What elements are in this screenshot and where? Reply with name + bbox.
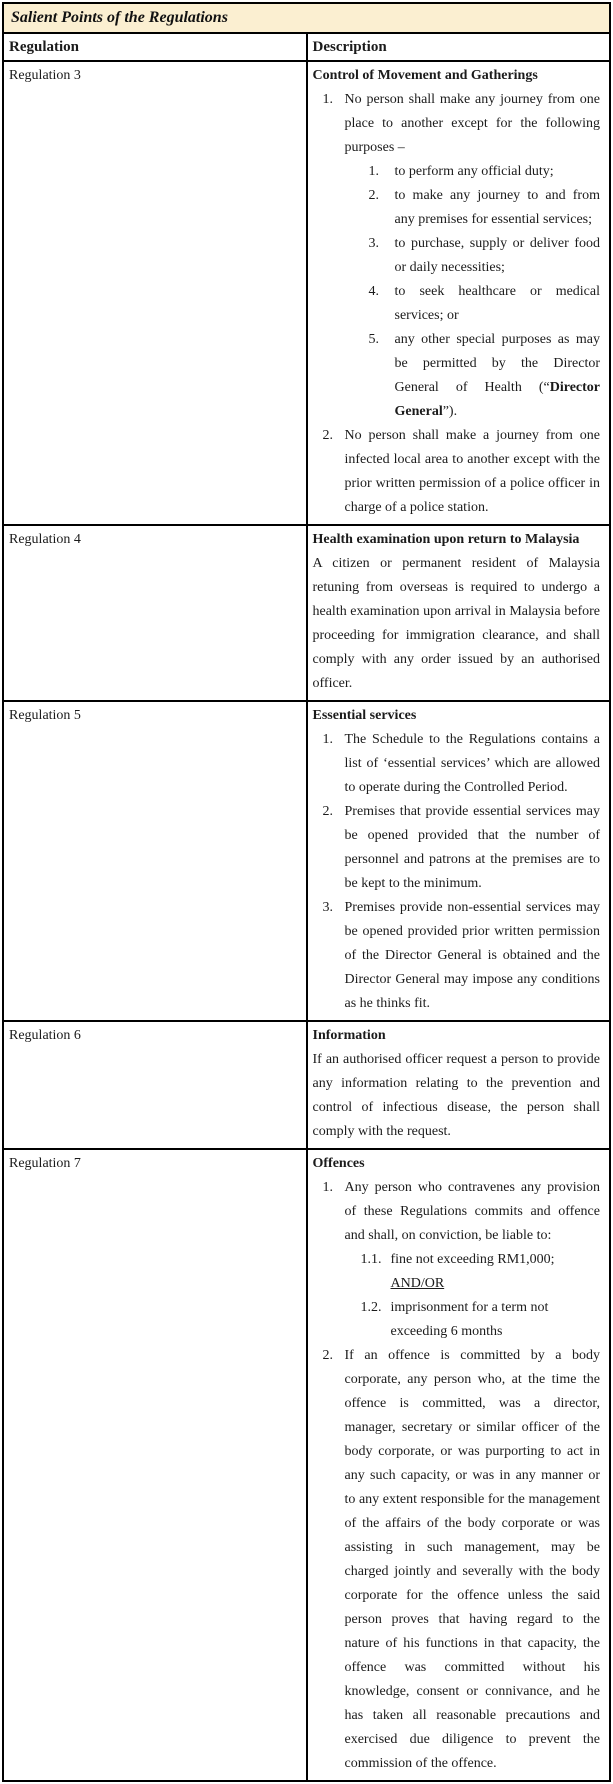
list-item xyxy=(313,1296,601,1344)
list-item xyxy=(313,728,601,800)
table-row-regulation-5 xyxy=(3,701,610,1021)
table-row-regulation-4 xyxy=(3,525,610,701)
list-item-text xyxy=(391,1248,601,1296)
description-heading: Information xyxy=(312,1028,386,1043)
list-number: 1.2. xyxy=(360,1300,382,1315)
list-item xyxy=(313,280,601,328)
list-number: 3. xyxy=(322,900,333,915)
list-item xyxy=(313,328,601,424)
list-item xyxy=(313,800,601,896)
regulation-description xyxy=(307,1149,611,1781)
list-item-text: to seek healthcare or medical services; or xyxy=(394,284,600,323)
list-item-text: imprisonment for a term not exceeding 6 months xyxy=(390,1300,549,1339)
list-item-text: No person shall make any journey from one place to another except for the following purposes – xyxy=(344,92,600,155)
description-heading: Health examination upon return to Malaysia xyxy=(312,532,580,547)
list-item xyxy=(313,1344,601,1776)
regulation-label: Regulation 7 xyxy=(3,1149,307,1781)
column-header-row xyxy=(3,33,610,61)
list-number: 1.1. xyxy=(360,1252,382,1267)
list-item-text: No person shall make a journey from one infected local area to another except with the prior written permission of a police officer in charge of a police station. xyxy=(344,428,600,515)
regulation-label: Regulation 3 xyxy=(3,61,307,525)
regulation-description xyxy=(307,701,611,1021)
column-header-description: Description xyxy=(307,33,611,61)
list-number: 2. xyxy=(368,188,379,203)
table-row-regulation-6 xyxy=(3,1021,610,1149)
list-item-text: Premises that provide essential services may be opened provided that the number of personnel and patrons at the premises are to be kept to the minimum. xyxy=(344,804,600,891)
regulation-label: Regulation 4 xyxy=(3,525,307,701)
list-item xyxy=(313,160,601,184)
list-item xyxy=(313,424,601,520)
bold-text: Director General xyxy=(394,380,600,419)
list-item-text: Premises provide non-essential services may be opened provided prior written permission of the Director General is obtained and the Director General may impose any conditions as he thinks fit. xyxy=(344,900,600,1011)
list-number: 2. xyxy=(322,428,333,443)
list-number: 1. xyxy=(322,92,333,107)
regulation-description xyxy=(307,61,611,525)
list-item-text: The Schedule to the Regulations contains a list of ‘essential services’ which are allowed to operate during the Controlled Period. xyxy=(344,732,600,795)
list-number: 3. xyxy=(368,236,379,251)
description-paragraph: If an authorised officer request a person to provide any information relating to the prevention and control of infectious disease, the person shall comply with the request. xyxy=(312,1052,600,1139)
list-number: 5. xyxy=(368,332,379,347)
underlined-text: AND/OR xyxy=(390,1276,445,1291)
table-row-regulation-7 xyxy=(3,1149,610,1781)
list-item xyxy=(313,232,601,280)
list-item-text: to purchase, supply or deliver food or daily necessities; xyxy=(394,236,600,275)
text-segment: any other special purposes as may be permitted by the Director General of Health (“ xyxy=(394,332,600,395)
regulation-label: Regulation 6 xyxy=(3,1021,307,1149)
text-segment: fine not exceeding RM1,000; xyxy=(390,1252,555,1267)
list-item xyxy=(313,1176,601,1248)
description-heading: Control of Movement and Gatherings xyxy=(312,68,538,83)
regulations-table xyxy=(2,2,611,1782)
list-number: 1. xyxy=(368,164,379,179)
list-item-text: to make any journey to and from any premises for essential services; xyxy=(394,188,600,227)
text-segment: ”). xyxy=(442,404,458,419)
list-number: 1. xyxy=(322,1180,333,1195)
list-item-text xyxy=(395,328,601,424)
list-item xyxy=(313,88,601,160)
list-item xyxy=(313,896,601,1016)
table-row-regulation-3 xyxy=(3,61,610,525)
list-number: 4. xyxy=(368,284,379,299)
description-paragraph: A citizen or permanent resident of Malaysia retuning from overseas is required to undergo a health examination upon arrival in Malaysia before proceeding for immigration clearance, and shall comply with any order issued by an authorised officer. xyxy=(312,556,600,691)
list-item-text: to perform any official duty; xyxy=(394,164,554,179)
title-row xyxy=(3,3,610,33)
regulation-label: Regulation 5 xyxy=(3,701,307,1021)
list-item xyxy=(313,1248,601,1296)
list-item xyxy=(313,184,601,232)
description-heading: Essential services xyxy=(312,708,417,723)
description-heading: Offences xyxy=(312,1156,365,1171)
list-item-text: Any person who contravenes any provision of these Regulations commits and offence and shall, on conviction, be liable to: xyxy=(344,1180,600,1243)
regulation-description xyxy=(307,525,611,701)
list-number: 1. xyxy=(322,732,333,747)
list-number: 2. xyxy=(322,804,333,819)
list-number: 2. xyxy=(322,1348,333,1363)
table-title: Salient Points of the Regulations xyxy=(3,3,610,33)
regulation-description xyxy=(307,1021,611,1149)
column-header-regulation: Regulation xyxy=(3,33,307,61)
list-item-text: If an offence is committed by a body corporate, any person who, at the time the offence is committed, was a director, manager, secretary or similar officer of the body corporate, or was purporting to act in any such capacity, or was in any manner or to any extent responsible for the management of the affairs of the body corporate or was assisting in such management, may be charged jointly and severally with the body corporate for the offence unless the said person proves that having regard to the nature of his functions in that capacity, the offence was committed without his knowledge, consent or connivance, and he has taken all reasonable precautions and exercised due diligence to prevent the commission of the offence. xyxy=(344,1348,600,1771)
